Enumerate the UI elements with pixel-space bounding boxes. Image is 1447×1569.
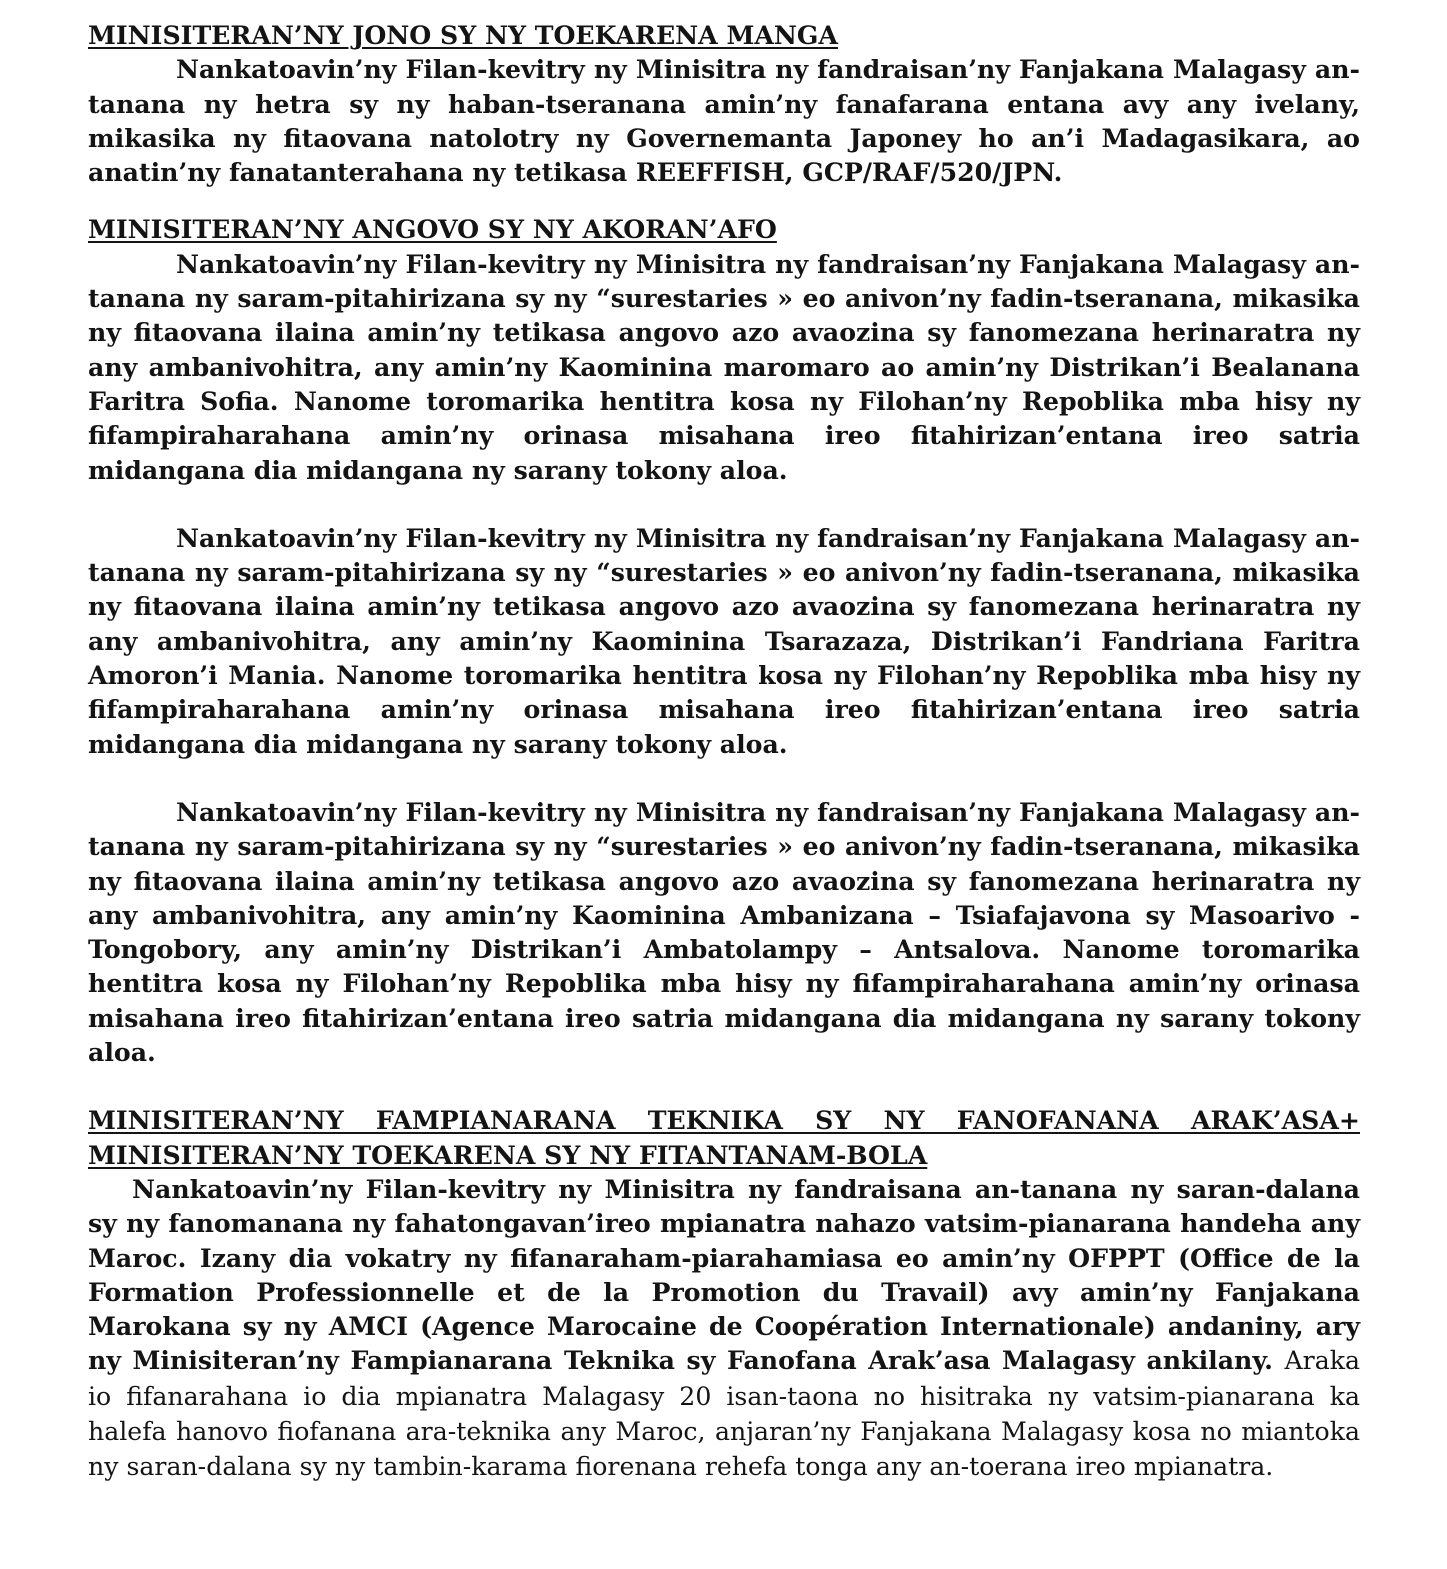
section-heading-energy: MINISITERAN’NY ANGOVO SY NY AKORAN’AFO [88,214,777,245]
paragraph-morocco-scholarships [88,1172,1360,1485]
paragraph-energy-bealanana: Nankatoavin’ny Filan-kevitry ny Minisitra ny fandraisan’ny Fanjakana Malagasy an-tanana ny saram-pitahirizana sy ny “surestaries » eo anivon’ny fadin-tseranana, mikasika ny fitaovana ilaina amin’ny tetikasa angovo azo avaozina sy fanomezana herinaratra ny any ambanivohitra, any amin’ny Kaominina maromaro ao amin’ny Distrikan’i Bealanana Faritra Sofia. Nanome toromarika hentitra kosa ny Filohan’ny Repoblika mba hisy ny fifampiraharahana amin’ny orinasa misahana ireo fitahirizan’entana ireo satria midangana dia midangana ny sarany tokony aloa. [88,248,1360,485]
document-page [88,18,1360,1485]
paragraph-energy-ambanizana: Nankatoavin’ny Filan-kevitry ny Minisitra ny fandraisan’ny Fanjakana Malagasy an-tanana ny saram-pitahirizana sy ny “surestaries » eo anivon’ny fadin-tseranana, mikasika ny fitaovana ilaina amin’ny tetikasa angovo azo avaozina sy fanomezana herinaratra ny any ambanivohitra, any amin’ny Kaominina Ambanizana – Tsiafajavona sy Masoarivo - Tongobory, any amin’ny Distrikan’i Ambatolampy – Antsalova. Nanome toromarika hentitra kosa ny Filohan’ny Repoblika mba hisy ny fifampiraharahana amin’ny orinasa misahana ireo fitahirizan’entana ireo satria midangana dia midangana ny sarany tokony aloa. [88,796,1360,1068]
spacer [88,1069,1360,1103]
section-heading-economy-finance: MINISITERAN’NY TOEKARENA SY NY FITANTANAM-BOLA [88,1139,928,1170]
paragraph-fisheries: Nankatoavin’ny Filan-kevitry ny Minisitra ny fandraisan’ny Fanjakana Malagasy an-tanana ny hetra sy ny haban-tseranana amin’ny fanafarana entana avy any ivelany, mikasika ny fitaovana natolotry ny Governemanta Japoney ho an’i Madagasikara, ao anatin’ny fanatanterahana ny tetikasa REEFFISH, GCP/RAF/520/JPN. [88,54,1360,188]
section-heading-fisheries: MINISITERAN’NY JONO SY NY TOEKARENA MANGA [88,20,838,50]
paragraph-bold-part: Nankatoavin’ny Filan-kevitry ny Minisitra ny fandraisana an-tanana ny saran-dalana sy ny fanomanana ny fahatongavan’ireo mpianatra nahazo vatsim-pianarana handeha any Maroc. Izany dia vokatry ny fifanaraham-piarahamiasa eo amin’ny OFPPT (Office de la Formation Professionnelle et de la Promotion du Travail) avy amin’ny Fanjakana Marokana sy ny AMCI (Agence Marocaine de Coopération Internationale) andaniny, ary ny Minisiteran’ny Fampianarana Teknika sy Fanofana Arak’asa Malagasy ankilany. [88,1173,1360,1376]
paragraph-energy-tsarazaza: Nankatoavin’ny Filan-kevitry ny Minisitra ny fandraisan’ny Fanjakana Malagasy an-tanana ny saram-pitahirizana sy ny “surestaries » eo anivon’ny fadin-tseranana, mikasika ny fitaovana ilaina amin’ny tetikasa angovo azo avaozina sy fanomezana herinaratra ny any ambanivohitra, any amin’ny Kaominina Tsarazaza, Distrikan’i Fandriana Faritra Amoron’i Mania. Nanome toromarika hentitra kosa ny Filohan’ny Repoblika mba hisy ny fifampiraharahana amin’ny orinasa misahana ireo fitahirizan’entana ireo satria midangana dia midangana ny sarany tokony aloa. [88,522,1360,759]
spacer [88,761,1360,795]
paragraph-normal-part: Araka io fifanarahana io dia mpianatra Malagasy 20 isan-taona no hisitraka ny vatsim-pianarana ka halefa hanovo fiofanana ara-teknika any Maroc, anjaran’ny Fanjakana Malagasy kosa no miantoka ny saran-dalana sy ny tambin-karama fiorenana rehefa tonga any an-toerana ireo mpianatra. [88,1346,1360,1482]
spacer [88,189,1360,212]
section-heading-technical-education: MINISITERAN’NY FAMPIANARANA TEKNIKA SY NY FANOFANANA ARAK’ASA+ [88,1105,1360,1136]
spacer [88,487,1360,521]
